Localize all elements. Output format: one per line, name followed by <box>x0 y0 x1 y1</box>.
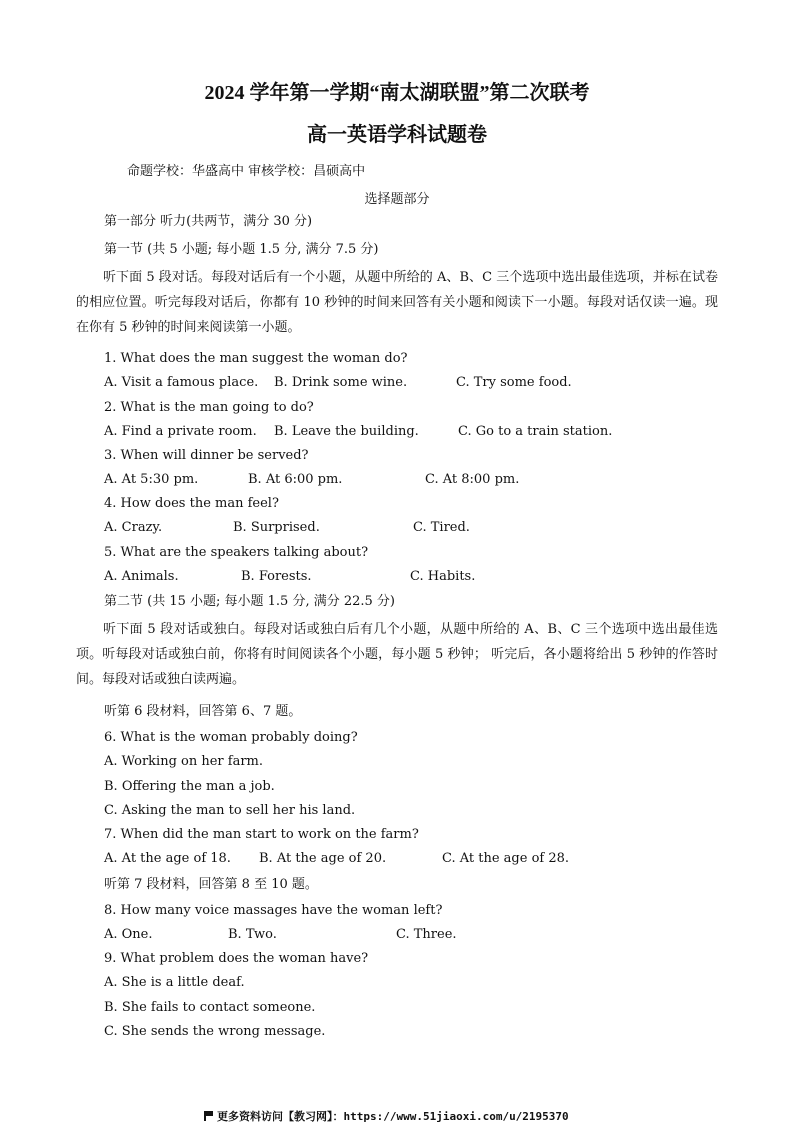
part1-heading: 第一部分 听力(共两节，满分 30 分) <box>104 214 313 229</box>
q7-option-c: C. At the age of 28. <box>442 851 570 866</box>
footer-text[interactable]: 更多资料访问【教习网】：https://www.51jiaoxi.com/u/2195370 <box>217 1110 569 1123</box>
q3-option-b: B. At 6:00 pm. <box>248 472 343 487</box>
q7-option-b: B. At the age of 20. <box>259 851 387 866</box>
q9-option-a: A. She is a little deaf. <box>104 975 245 990</box>
section-label: 选择题部分 <box>364 192 430 207</box>
flag-icon <box>204 1111 213 1121</box>
material-6-note: 听第 6 段材料，回答第 6、7 题。 <box>104 704 302 719</box>
sec1-instructions: 听下面 5 段对话。每段对话后有一个小题，从题中所给的 A、B、C 三个选项中选出最佳选项，并标在试卷的相应位置。听完每段对话后，你都有 10 秒钟的时间来回答有关小题和阅读下一小题。每段对话仅读一遍。现在你有 5 秒钟的时间来阅读第一小题。 <box>76 270 718 335</box>
footer-link[interactable] <box>204 1108 569 1124</box>
question-1: 1. What does the man suggest the woman do? <box>104 351 408 366</box>
q8-option-c: C. Three. <box>396 927 457 942</box>
q1-option-c: C. Try some food. <box>456 375 572 390</box>
question-8: 8. How many voice massages have the woman left? <box>104 903 443 918</box>
exam-subtitle: 高一英语学科试题卷 <box>307 124 487 146</box>
question-2: 2. What is the man going to do? <box>104 400 314 415</box>
sec2-instructions: 听下面 5 段对话或独白。每段对话或独白后有几个小题，从题中所给的 A、B、C 三个选项中选出最佳选项。听每段对话或独白前，你将有时间阅读各个小题，每小题 5 秒钟； 听完后，各小题将给出 5 秒钟的作答时间。每段对话或独白读两遍。 <box>76 622 718 687</box>
sec1-heading: 第一节 (共 5 小题; 每小题 1.5 分, 满分 7.5 分) <box>104 242 379 257</box>
q2-option-b: B. Leave the building. <box>274 424 419 439</box>
q5-option-a: A. Animals. <box>104 569 179 584</box>
question-9: 9. What problem does the woman have? <box>104 951 369 966</box>
q2-option-a: A. Find a private room. <box>104 424 257 439</box>
q6-option-c: C. Asking the man to sell her his land. <box>104 803 356 818</box>
schools-line: 命题学校：华盛高中 审核学校：昌硕高中 <box>127 164 366 179</box>
q8-option-b: B. Two. <box>228 927 277 942</box>
q2-option-c: C. Go to a train station. <box>458 424 613 439</box>
q5-option-c: C. Habits. <box>410 569 476 584</box>
question-4: 4. How does the man feel? <box>104 496 279 511</box>
q3-option-c: C. At 8:00 pm. <box>425 472 520 487</box>
q8-option-a: A. One. <box>104 927 153 942</box>
question-7: 7. When did the man start to work on the farm? <box>104 827 419 842</box>
sec2-heading: 第二节 (共 15 小题; 每小题 1.5 分, 满分 22.5 分) <box>104 594 396 609</box>
q1-option-a: A. Visit a famous place. <box>104 375 259 390</box>
q7-option-a: A. At the age of 18. <box>104 851 231 866</box>
material-7-note: 听第 7 段材料，回答第 8 至 10 题。 <box>104 877 318 892</box>
q4-option-c: C. Tired. <box>413 520 470 535</box>
q3-option-a: A. At 5:30 pm. <box>104 472 199 487</box>
q6-option-a: A. Working on her farm. <box>104 754 264 769</box>
q9-option-b: B. She fails to contact someone. <box>104 1000 316 1015</box>
question-5: 5. What are the speakers talking about? <box>104 545 369 560</box>
q6-option-b: B. Offering the man a job. <box>104 779 275 794</box>
q4-option-b: B. Surprised. <box>233 520 320 535</box>
q1-option-b: B. Drink some wine. <box>274 375 408 390</box>
q9-option-c: C. She sends the wrong message. <box>104 1024 326 1039</box>
q4-option-a: A. Crazy. <box>104 520 163 535</box>
question-6: 6. What is the woman probably doing? <box>104 730 358 745</box>
q5-option-b: B. Forests. <box>241 569 312 584</box>
exam-title: 2024 学年第一学期“南太湖联盟”第二次联考 <box>204 82 590 104</box>
question-3: 3. When will dinner be served? <box>104 448 309 463</box>
